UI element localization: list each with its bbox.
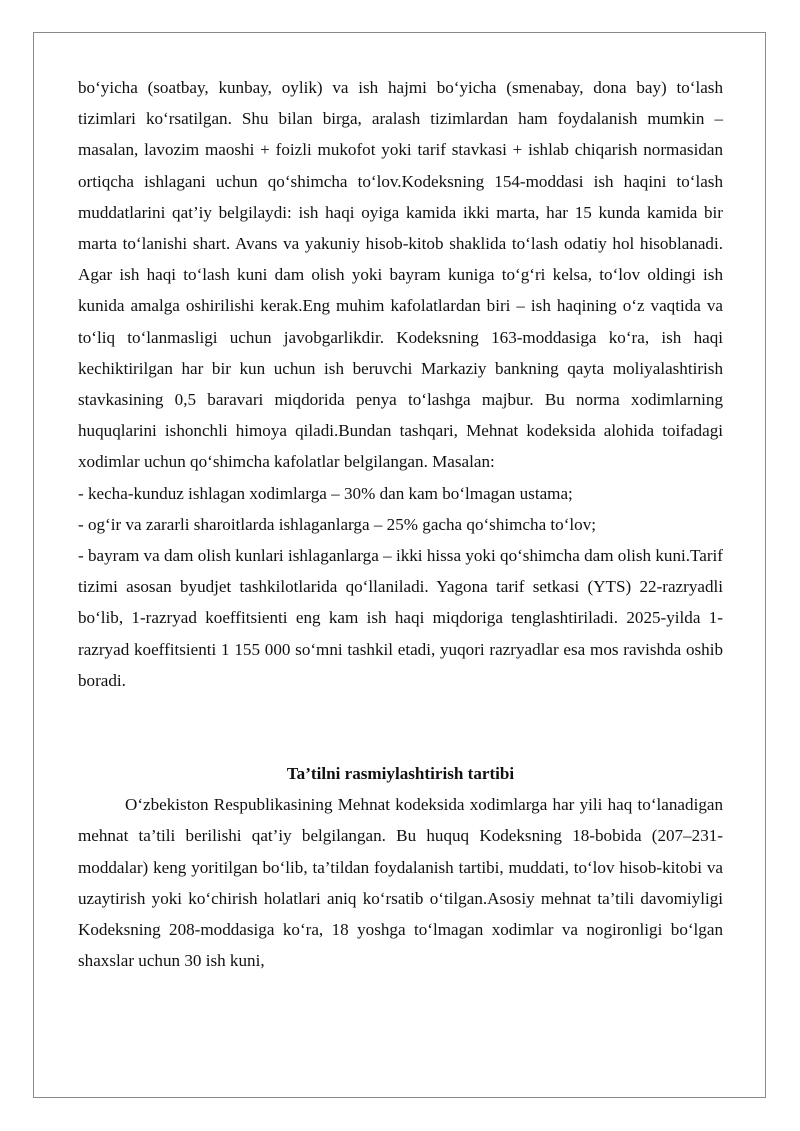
list-item-holiday-work: - bayram va dam olish kunlari ishlaganlarga – ikki hissa yoki qo‘shimcha dam olish kuni.Tarif tizimi asosan byudjet tashkilotlarida qo‘llaniladi. Yagona tarif setkasi (YTS) 22-razryadli bo‘lib, 1-razryad koeffitsienti eng kam ish haqi miqdoriga tenglashtiriladi. 2025-yilda 1-razryad koeffitsienti 1 155 000 so‘mni tashkil etadi, yuqori razryadlar esa mos ravishda oshib boradi. xyxy=(78,546,723,690)
section-heading: Ta’tilni rasmiylashtirish tartibi xyxy=(286,764,515,784)
list-item-hazardous-work: - og‘ir va zararli sharoitlarda ishlaganlarga – 25% gacha qo‘shimcha to‘lov; xyxy=(78,514,597,534)
body-paragraph-salary-systems: bo‘yicha (soatbay, kunbay, oylik) va ish hajmi bo‘yicha (smenabay, dona bay) to‘lash tizimlari ko‘rsatilgan. Shu bilan birga, aralash tizimlardan ham foydalanish mumkin – masalan, lavozim maoshi + foizli mukofot yoki tarif stavkasi + ishlab chiqarish normasidan ortiqcha ishlagani uchun qo‘shimcha to‘lov.Kodeksning 154-moddasi ish haqini to‘lash muddatlarini qat’iy belgilaydi: ish haqi oyiga kamida ikki marta, har 15 kunda kamida bir marta to‘lanishi shart. Avans va yakuniy hisob-kitob shaklida to‘lash odatiy hol hisoblanadi. Agar ish haqi to‘lash kuni dam olish yoki bayram kuniga to‘g‘ri kelsa, to‘lov oldingi ish kunida amalga oshirilishi kerak.Eng muhim kafolatlardan biri – ish haqining o‘z vaqtida va to‘liq to‘lanmasligi uchun javobgarlikdir. Kodeksning 163-moddasiga ko‘ra, ish haqi kechiktirilgan har bir kun uchun ish beruvchi Markaziy bankning qayta moliyalashtirish stavkasining 0,5 baravari miqdorida penya to‘lashga majbur. Bu norma xodimlarning huquqlarini ishonchli himoya qiladi.Bundan tashqari, Mehnat kodeksida alohida toifadagi xodimlar uchun qo‘shimcha kafolatlar belgilangan. Masalan: xyxy=(78,78,723,472)
document-body xyxy=(78,72,723,976)
body-paragraph-vacation: O‘zbekiston Respublikasining Mehnat kodeksida xodimlarga har yili haq to‘lanadigan mehnat ta’tili berilishi qat’iy belgilangan. Bu huquq Kodeksning 18-bobida (207–231-moddalar) keng yoritilgan bo‘lib, ta’tildan foydalanish tartibi, muddati, to‘lov hisob-kitobi va uzaytirish yoki ko‘chirish holatlari aniq ko‘rsatib o‘tilgan.Asosiy mehnat ta’tili davomiyligi Kodeksning 208-moddasiga ko‘ra, 18 yoshga to‘lmagan xodimlar va nogironligi bo‘lgan shaxslar uchun 30 ish kuni, xyxy=(78,795,723,971)
list-item-night-work: - kecha-kunduz ishlagan xodimlarga – 30% dan kam bo‘lmagan ustama; xyxy=(78,483,573,503)
section-spacer xyxy=(78,696,723,758)
